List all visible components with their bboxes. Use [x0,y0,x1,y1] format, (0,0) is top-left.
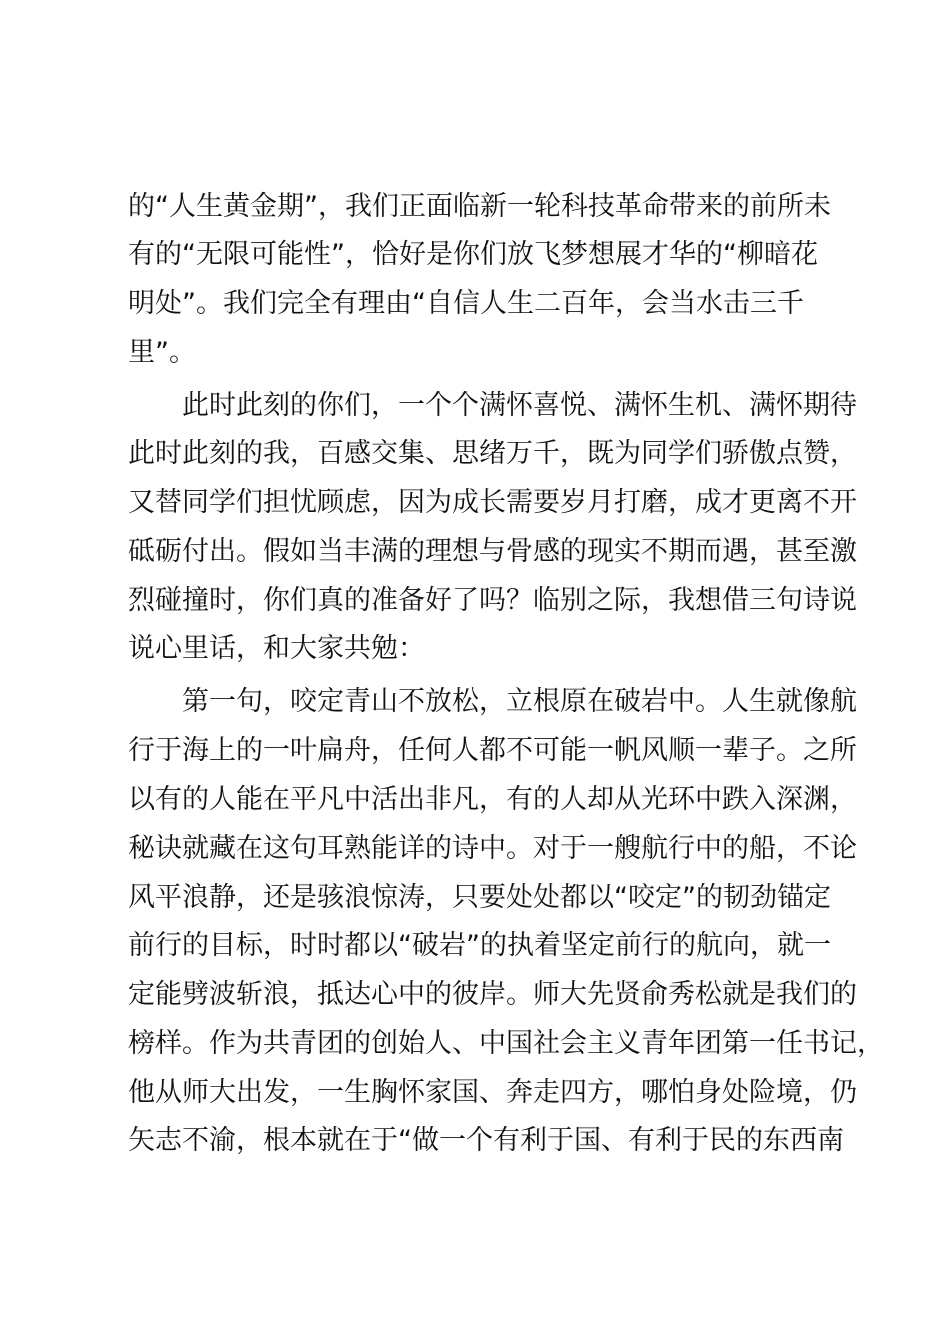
text-line: 矢志不渝，根本就在于“做一个有利于国、有利于民的东西南 [128,1125,844,1156]
text-line: 前行的目标，时时都以“破岩”的执着坚定前行的航向，就一 [128,930,831,961]
text-line: 榜样。作为共青团的创始人、中国社会主义青年团第一任书记， [128,1028,884,1059]
text-line: 此时此刻的我，百感交集、思绪万千，既为同学们骄傲点赞， [128,438,857,469]
text-line: 的“人生黄金期”，我们正面临新一轮科技革命带来的前所未 [128,191,831,222]
text-line: 又替同学们担忧顾虑，因为成长需要岁月打磨，成才更离不开 [128,487,857,518]
text-line: 行于海上的一叶扁舟，任何人都不可能一帆风顺一辈子。之所 [128,735,857,766]
text-line: 他从师大出发，一生胸怀家国、奔走四方，哪怕身处险境，仍 [128,1077,857,1108]
text-line: 明处”。我们完全有理由“自信人生二百年，会当水击三千 [128,288,804,319]
text-line: 有的“无限可能性”，恰好是你们放飞梦想展才华的“柳暗花 [128,239,818,270]
text-line: 风平浪静，还是骇浪惊涛，只要处处都以“咬定”的韧劲锚定 [128,882,831,913]
paragraph-first-line: 此时此刻的你们，一个个满怀喜悦、满怀生机、满怀期待 [182,390,857,421]
text-line: 烈碰撞时，你们真的准备好了吗？临别之际，我想借三句诗说 [128,585,857,616]
text-line: 定能劈波斩浪，抵达心中的彼岸。师大先贤俞秀松就是我们的 [128,979,857,1010]
paragraph-first-line: 第一句，咬定青山不放松，立根原在破岩中。人生就像航 [182,686,857,717]
text-line: 秘诀就藏在这句耳熟能详的诗中。对于一艘航行中的船，不论 [128,833,857,864]
text-line: 砥砺付出。假如当丰满的理想与骨感的现实不期而遇，甚至激 [128,536,857,567]
text-line: 里”。 [128,337,196,368]
text-line: 以有的人能在平凡中活出非凡，有的人却从光环中跌入深渊， [128,784,857,815]
text-line: 说心里话，和大家共勉： [128,633,425,664]
